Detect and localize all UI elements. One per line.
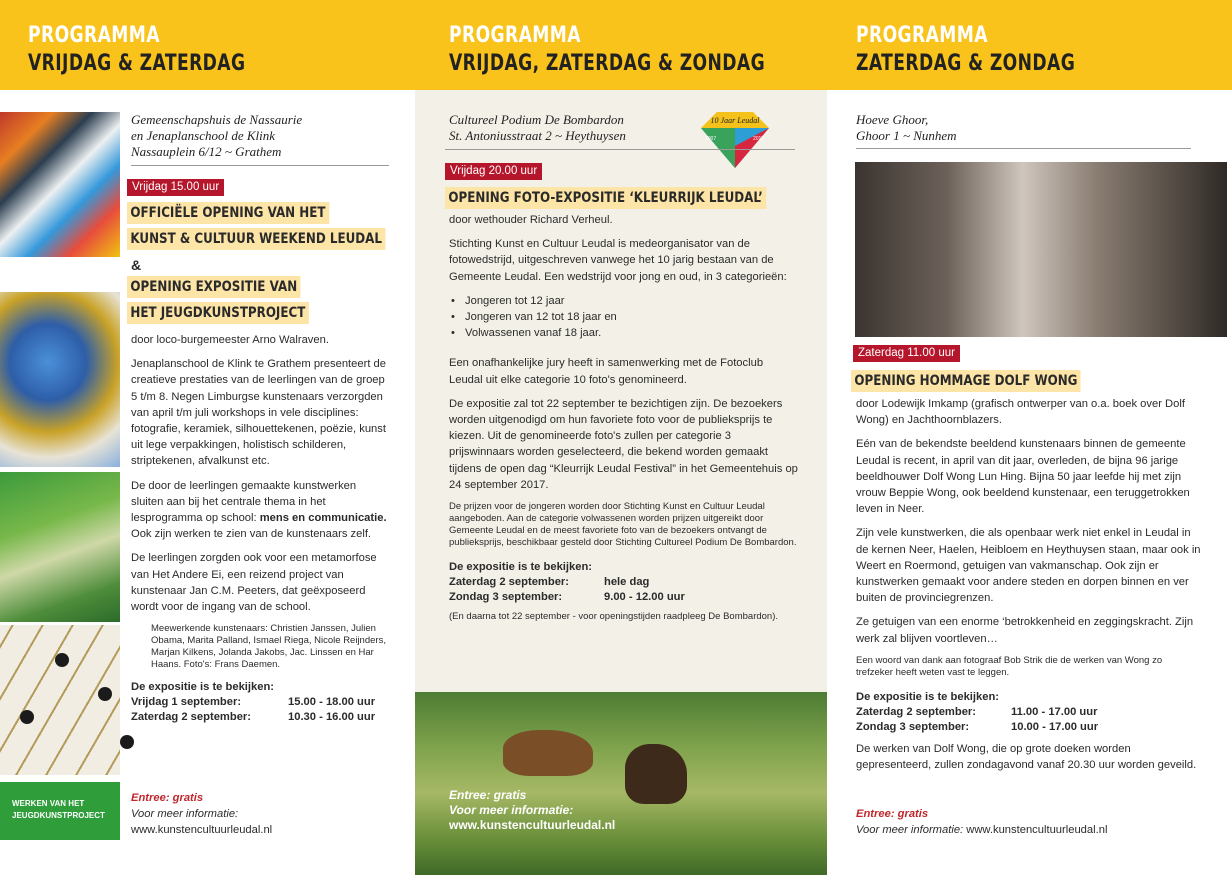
venue-address: Gemeenschapshuis de Nassaurie en Jenaplanschool de Klink Nassauplein 6/12 ~ Grathem (131, 112, 303, 159)
ampersand: & (131, 257, 142, 273)
header-label: PROGRAMMA (856, 23, 988, 48)
event-title: KUNST & CULTUUR WEEKEND LEUDAL (127, 228, 385, 250)
opened-by: door Lodewijk Imkamp (grafisch ontwerper van o.a. boek over Dolf Wong) en Jachthoornblazers. (856, 398, 1185, 427)
info-footer (449, 788, 779, 833)
header-bar (0, 0, 1232, 90)
horses-photo (415, 692, 827, 875)
website-link[interactable]: www.kunstencultuurleudal.nl (449, 818, 616, 832)
exhibition-heading: De expositie is te bekijken: (856, 690, 1000, 703)
paragraph: De door de leerlingen gemaakte kunstwerken sluiten aan bij het centrale thema in het lesprogramma op school: mens en communicatie. Ook zijn werken te zien van de kunstenaars zelf. (131, 479, 387, 541)
entry-fee: Entree: gratis (449, 788, 527, 802)
paragraph: Ze getuigen van een enorme ‘betrokkenheid en zeggingskracht. Zijn werk zal blijven voortleven… (856, 616, 1194, 645)
exhibition-schedule: Zaterdag 2 september: 11.00 - 17.00 uur Zondag 3 september: 10.00 - 17.00 uur (856, 706, 1099, 734)
paragraph: De werken van Dolf Wong, die op grote doeken worden gepresenteerd, zullen zondagavond vanaf 20.30 uur worden geveild. (856, 743, 1197, 772)
header-days: ZATERDAG & ZONDAG (856, 51, 1076, 76)
paragraph: Zijn vele kunstwerken, die als openbaar werk niet enkel in Leudal in de kernen Neer, Haelen, Heibloem en Heythuysen staan, maar ook in Weert en Roermond, getuigen van vakmanschap. Ook zijn er kunstwerken gemaakt voor andere steden en dorpen binnen en ver buiten de provinciegrenzen. (856, 527, 1201, 605)
info-label: Voor meer informatie: (131, 808, 239, 821)
logo-text: 10 Jaar Leudal (710, 116, 760, 125)
event-title: OPENING FOTO-EXPOSITIE ‘KLEURRIJK LEUDAL’ (445, 187, 766, 209)
header-col3 (856, 22, 1075, 78)
program-column-friday-saturday (0, 90, 415, 875)
event-description (131, 332, 389, 725)
paragraph: Stichting Kunst en Cultuur Leudal is medeorganisator van de fotowedstrijd, uitgeschreven vanwege het 10 jarig bestaan van de Gemeente Leudal. Een wedstrijd voor jong en oud, in 3 categorieën: (449, 238, 787, 283)
event-description (449, 212, 799, 631)
divider (445, 149, 795, 150)
time-badge: Vrijdag 20.00 uur (445, 163, 542, 180)
acknowledgement: Een woord van dank aan fotograaf Bob Strik die de werken van Wong zo trefzeker heeft weten vast te leggen. (856, 654, 1163, 678)
exhibition-heading: De expositie is te bekijken: (449, 561, 593, 574)
caption-label: WERKEN VAN HET JEUGDKUNSTPROJECT (0, 782, 120, 840)
entry-fee: Entree: gratis (856, 808, 929, 820)
event-description (856, 396, 1201, 781)
event-block (851, 370, 1191, 396)
sculptor-photo (855, 162, 1227, 337)
credits: Meewerkende kunstenaars: Christien Janssen, Julien Obama, Marita Palland, Ismael Riega, Nicole Reijnders, Marjan Kilkens, Jolanda Jakobs, Jac. Linssen en Har Haans. Foto's: Frans Daemen. (151, 623, 386, 671)
info-label: Voor meer informatie: (856, 824, 964, 837)
info-label: Voor meer informatie: (449, 803, 574, 817)
artwork-photo (0, 472, 120, 622)
artwork-photo (0, 112, 120, 257)
paragraph-small: De prijzen voor de jongeren worden door Stichting Kunst en Cultuur Leudal aangeboden. Aan de categorie volwassenen worden prijzen uitgereikt door Gemeente Leudal en de meest favoriete foto van de bezoekers ontvangt de publieksprijs, beschikbaar gesteld door Stichting Cultureel Podium De Bombardon. (449, 501, 797, 549)
paragraph: Jenaplanschool de Klink te Grathem presenteert de creatieve prestaties van de leerlingen van de groep 5 t/m 8. Negen Limburgse kunstenaars verzorgden van april t/m juli workshops in vele disciplines: fotografie, keramiek, silhouettekenen, poëzie, kunst uit lege verpakkingen, holistisch schilderen, striptekenen, afvalkunst etc. (131, 358, 386, 468)
header-days: VRIJDAG, ZATERDAG & ZONDAG (449, 51, 766, 76)
program-column-friday-saturday-sunday (415, 90, 827, 875)
svg-text:2007: 2007 (705, 136, 717, 142)
paragraph: De leerlingen zorgden ook voor een metamorfose van Het Andere Ei, een reizend project van kunstenaar Jan C.M. Peeters, dat geëxposeerd wordt voor de ingang van de school. (131, 552, 377, 614)
event-block (127, 202, 407, 328)
program-column-saturday-sunday (827, 90, 1232, 875)
note: (En daarna tot 22 september - voor openingstijden raadpleeg De Bombardon). (449, 611, 779, 623)
event-title: OFFICIËLE OPENING VAN HET (127, 202, 329, 224)
exhibition-schedule: Zaterdag 2 september: hele dag Zondag 3 september: 9.00 - 12.00 uur (449, 576, 685, 604)
entry-fee: Entree: gratis (131, 792, 204, 804)
list-item: • Volwassenen vanaf 18 jaar. (449, 325, 799, 341)
artwork-photo (0, 625, 120, 775)
time-badge: Vrijdag 15.00 uur (127, 179, 224, 196)
header-col2 (449, 22, 765, 78)
website-link[interactable]: www.kunstencultuurleudal.nl (966, 824, 1108, 837)
info-footer (131, 790, 401, 839)
event-block (445, 187, 795, 213)
paragraph: Eén van de bekendste beeldend kunstenaars binnen de gemeente Leudal is recent, in april van dit jaar, overleden, de bijna 96 jarige beeldhouwer Dolf Wong Lun Hing. Bijna 50 jaar leefde hij met zijn vrouw Beppie Wong, ook beeldend kunstenaar, een teruggetrokken leven in Neer. (856, 438, 1190, 516)
paragraph: Een onafhankelijke jury heeft in samenwerking met de Fotoclub Leudal uit elke categorie 10 foto's genomineerd. (449, 357, 764, 386)
opened-by: door wethouder Richard Verheul. (449, 214, 613, 226)
header-label: PROGRAMMA (449, 23, 581, 48)
exhibition-schedule: Vrijdag 1 september: 15.00 - 18.00 uur Zaterdag 2 september: 10.30 - 16.00 uur (131, 696, 376, 724)
divider (856, 148, 1191, 149)
svg-text:2017: 2017 (753, 136, 765, 142)
list-item: • Jongeren tot 12 jaar (449, 293, 799, 309)
event-title: OPENING EXPOSITIE VAN (127, 276, 301, 298)
artwork-photo (0, 292, 120, 467)
website-link[interactable]: www.kunstencultuurleudal.nl (131, 824, 273, 837)
time-badge: Zaterdag 11.00 uur (853, 345, 960, 362)
list-item: • Jongeren van 12 tot 18 jaar en (449, 309, 799, 325)
exhibition-heading: De expositie is te bekijken: (131, 681, 275, 694)
divider (131, 165, 389, 166)
event-title: HET JEUGDKUNSTPROJECT (127, 302, 309, 324)
paragraph: De expositie zal tot 22 september te bezichtigen zijn. De bezoekers worden uitgenodigd om hun favoriete foto voor de publieksprijs te kiezen. Uit de genomineerde foto's zullen per categorie 3 prijswinnaars worden geselecteerd, die bekend worden gemaakt tijdens de open dag “Kleurrijk Leudal Festival” in het Gemeentehuis op 24 september 2017. (449, 397, 798, 491)
anniversary-logo (687, 106, 783, 172)
header-label: PROGRAMMA (28, 23, 160, 48)
venue-address: Hoeve Ghoor, Ghoor 1 ~ Nunhem (856, 112, 957, 143)
header-days: VRIJDAG & ZATERDAG (28, 51, 246, 76)
opened-by: door loco-burgemeester Arno Walraven. (131, 334, 329, 346)
header-col1 (28, 22, 245, 78)
venue-address: Cultureel Podium De Bombardon St. Antoniusstraat 2 ~ Heythuysen (449, 112, 626, 143)
event-title: OPENING HOMMAGE DOLF WONG (851, 370, 1081, 392)
info-footer (856, 806, 1196, 838)
category-list (449, 293, 799, 342)
